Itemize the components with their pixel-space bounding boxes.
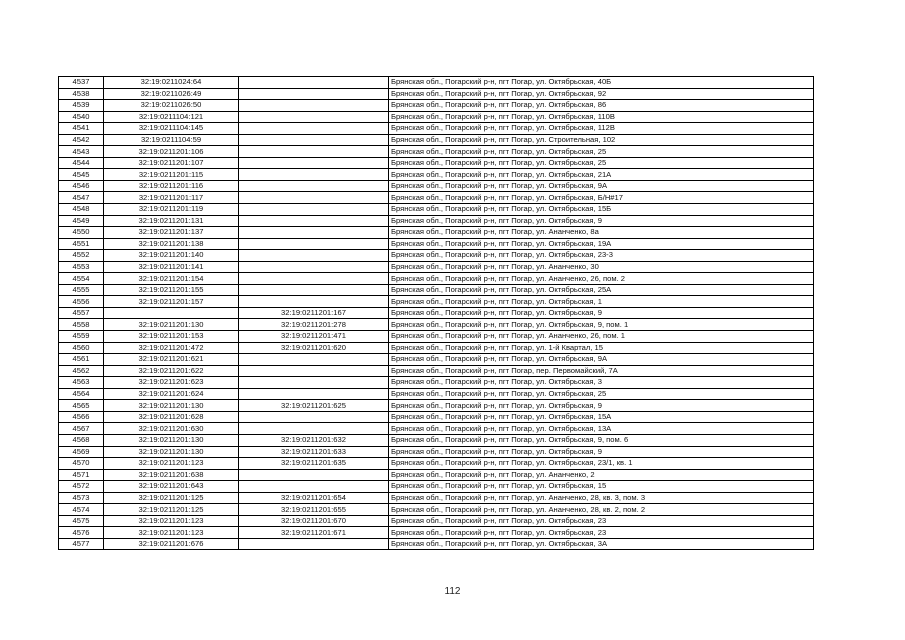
cadastral-number-cell: 32:19:0211201:106 <box>104 146 239 158</box>
address-cell: Брянская обл., Погарский р-н, пгт Погар, ул. Октябрьская, 15 <box>389 481 814 493</box>
cadastral-number-cell: 32:19:0211201:630 <box>104 423 239 435</box>
parent-cadastral-number-cell <box>239 423 389 435</box>
address-cell: Брянская обл., Погарский р-н, пгт Погар, ул. Октябрьская, 25 <box>389 388 814 400</box>
cadastral-number-cell: 32:19:0211104:121 <box>104 111 239 123</box>
cadastral-number-cell: 32:19:0211201:137 <box>104 227 239 239</box>
address-cell: Брянская обл., Погарский р-н, пгт Погар, ул. Октябрьская, 9А <box>389 354 814 366</box>
address-cell: Брянская обл., Погарский р-н, пгт Погар, ул. Октябрьская, 23 <box>389 527 814 539</box>
parent-cadastral-number-cell <box>239 296 389 308</box>
cadastral-number-cell: 32:19:0211201:130 <box>104 434 239 446</box>
row-number-cell: 4573 <box>59 492 104 504</box>
cadastral-number-cell: 32:19:0211201:117 <box>104 192 239 204</box>
table-row <box>59 434 814 446</box>
page-number: 112 <box>444 586 461 597</box>
parent-cadastral-number-cell <box>239 134 389 146</box>
cadastral-number-cell: 32:19:0211201:621 <box>104 354 239 366</box>
row-number-cell: 4542 <box>59 134 104 146</box>
table-row <box>59 169 814 181</box>
cadastral-number-cell: 32:19:0211201:155 <box>104 284 239 296</box>
address-cell: Брянская обл., Погарский р-н, пгт Погар, ул. Октябрьская, 25 <box>389 157 814 169</box>
table-row <box>59 88 814 100</box>
address-cell: Брянская обл., Погарский р-н, пгт Погар, ул. Октябрьская, 9А <box>389 180 814 192</box>
row-number-cell: 4563 <box>59 377 104 389</box>
cadastral-number-cell: 32:19:0211201:153 <box>104 331 239 343</box>
parent-cadastral-number-cell: 32:19:0211201:278 <box>239 319 389 331</box>
cadastral-number-cell: 32:19:0211201:115 <box>104 169 239 181</box>
parent-cadastral-number-cell <box>239 77 389 89</box>
row-number-cell: 4552 <box>59 250 104 262</box>
row-number-cell: 4548 <box>59 204 104 216</box>
address-cell: Брянская обл., Погарский р-н, пгт Погар, ул. Октябрьская, 15А <box>389 411 814 423</box>
address-cell: Брянская обл., Погарский р-н, пгт Погар, ул. Октябрьская, 3А <box>389 538 814 550</box>
row-number-cell: 4556 <box>59 296 104 308</box>
cadastral-number-cell: 32:19:0211201:157 <box>104 296 239 308</box>
table-row <box>59 411 814 423</box>
row-number-cell: 4555 <box>59 284 104 296</box>
parent-cadastral-number-cell <box>239 273 389 285</box>
address-cell: Брянская обл., Погарский р-н, пгт Погар, ул. Октябрьская, 25А <box>389 284 814 296</box>
cadastral-number-cell: 32:19:0211201:125 <box>104 492 239 504</box>
register-table-body <box>59 77 814 550</box>
address-cell: Брянская обл., Погарский р-н, пгт Погар, ул. Октябрьская, 9 <box>389 215 814 227</box>
parent-cadastral-number-cell: 32:19:0211201:167 <box>239 307 389 319</box>
parent-cadastral-number-cell <box>239 284 389 296</box>
cadastral-number-cell: 32:19:0211201:676 <box>104 538 239 550</box>
table-row <box>59 238 814 250</box>
address-cell: Брянская обл., Погарский р-н, пгт Погар, ул. Ананченко, 28, кв. 3, пом. 3 <box>389 492 814 504</box>
property-register-table <box>58 76 814 550</box>
cadastral-number-cell: 32:19:0211026:50 <box>104 100 239 112</box>
cadastral-number-cell <box>104 307 239 319</box>
parent-cadastral-number-cell: 32:19:0211201:671 <box>239 527 389 539</box>
row-number-cell: 4559 <box>59 331 104 343</box>
row-number-cell: 4561 <box>59 354 104 366</box>
parent-cadastral-number-cell: 32:19:0211201:633 <box>239 446 389 458</box>
row-number-cell: 4554 <box>59 273 104 285</box>
address-cell: Брянская обл., Погарский р-н, пгт Погар, ул. Ананченко, 28, кв. 2, пом. 2 <box>389 504 814 516</box>
cadastral-number-cell: 32:19:0211201:119 <box>104 204 239 216</box>
table-row <box>59 458 814 470</box>
table-row <box>59 446 814 458</box>
address-cell: Брянская обл., Погарский р-н, пгт Погар, пер. Первомайский, 7А <box>389 365 814 377</box>
cadastral-number-cell: 32:19:0211201:130 <box>104 400 239 412</box>
parent-cadastral-number-cell: 32:19:0211201:625 <box>239 400 389 412</box>
address-cell: Брянская обл., Погарский р-н, пгт Погар, ул. Октябрьская, Б/Н#17 <box>389 192 814 204</box>
address-cell: Брянская обл., Погарский р-н, пгт Погар, ул. Октябрьская, 92 <box>389 88 814 100</box>
row-number-cell: 4564 <box>59 388 104 400</box>
parent-cadastral-number-cell <box>239 88 389 100</box>
row-number-cell: 4560 <box>59 342 104 354</box>
table-row <box>59 307 814 319</box>
table-row <box>59 77 814 89</box>
row-number-cell: 4558 <box>59 319 104 331</box>
address-cell: Брянская обл., Погарский р-н, пгт Погар, ул. Октябрьская, 23/1, кв. 1 <box>389 458 814 470</box>
address-cell: Брянская обл., Погарский р-н, пгт Погар, ул. Ананченко, 30 <box>389 261 814 273</box>
table-row <box>59 227 814 239</box>
cadastral-number-cell: 32:19:0211201:154 <box>104 273 239 285</box>
parent-cadastral-number-cell: 32:19:0211201:471 <box>239 331 389 343</box>
table-row <box>59 492 814 504</box>
parent-cadastral-number-cell: 32:19:0211201:654 <box>239 492 389 504</box>
table-row <box>59 354 814 366</box>
cadastral-number-cell: 32:19:0211201:116 <box>104 180 239 192</box>
cadastral-number-cell: 32:19:0211201:130 <box>104 446 239 458</box>
address-cell: Брянская обл., Погарский р-н, пгт Погар, ул. Ананченко, 2 <box>389 469 814 481</box>
table-row <box>59 261 814 273</box>
row-number-cell: 4543 <box>59 146 104 158</box>
parent-cadastral-number-cell <box>239 411 389 423</box>
row-number-cell: 4541 <box>59 123 104 135</box>
table-row <box>59 469 814 481</box>
parent-cadastral-number-cell <box>239 111 389 123</box>
parent-cadastral-number-cell <box>239 388 389 400</box>
cadastral-number-cell: 32:19:0211201:130 <box>104 319 239 331</box>
parent-cadastral-number-cell <box>239 180 389 192</box>
row-number-cell: 4565 <box>59 400 104 412</box>
row-number-cell: 4566 <box>59 411 104 423</box>
cadastral-number-cell: 32:19:0211201:140 <box>104 250 239 262</box>
table-row <box>59 215 814 227</box>
table-row <box>59 331 814 343</box>
cadastral-number-cell: 32:19:0211201:643 <box>104 481 239 493</box>
address-cell: Брянская обл., Погарский р-н, пгт Погар, ул. Ананченко, 26, пом. 2 <box>389 273 814 285</box>
address-cell: Брянская обл., Погарский р-н, пгт Погар, ул. Октябрьская, 15Б <box>389 204 814 216</box>
parent-cadastral-number-cell <box>239 227 389 239</box>
cadastral-number-cell: 32:19:0211201:623 <box>104 377 239 389</box>
address-cell: Брянская обл., Погарский р-н, пгт Погар, ул. Ананченко, 26, пом. 1 <box>389 331 814 343</box>
address-cell: Брянская обл., Погарский р-н, пгт Погар, ул. Октябрьская, 3 <box>389 377 814 389</box>
row-number-cell: 4537 <box>59 77 104 89</box>
row-number-cell: 4544 <box>59 157 104 169</box>
table-row <box>59 192 814 204</box>
address-cell: Брянская обл., Погарский р-н, пгт Погар, ул. Ананченко, 8а <box>389 227 814 239</box>
row-number-cell: 4547 <box>59 192 104 204</box>
table-row <box>59 284 814 296</box>
row-number-cell: 4575 <box>59 515 104 527</box>
parent-cadastral-number-cell <box>239 469 389 481</box>
address-cell: Брянская обл., Погарский р-н, пгт Погар, ул. Октябрьская, 110В <box>389 111 814 123</box>
parent-cadastral-number-cell <box>239 100 389 112</box>
cadastral-number-cell: 32:19:0211201:638 <box>104 469 239 481</box>
row-number-cell: 4572 <box>59 481 104 493</box>
row-number-cell: 4567 <box>59 423 104 435</box>
parent-cadastral-number-cell <box>239 215 389 227</box>
address-cell: Брянская обл., Погарский р-н, пгт Погар, ул. Октябрьская, 40Б <box>389 77 814 89</box>
parent-cadastral-number-cell <box>239 123 389 135</box>
row-number-cell: 4545 <box>59 169 104 181</box>
cadastral-number-cell: 32:19:0211201:141 <box>104 261 239 273</box>
table-row <box>59 123 814 135</box>
table-row <box>59 111 814 123</box>
parent-cadastral-number-cell <box>239 354 389 366</box>
row-number-cell: 4570 <box>59 458 104 470</box>
address-cell: Брянская обл., Погарский р-н, пгт Погар, ул. Октябрьская, 25 <box>389 146 814 158</box>
parent-cadastral-number-cell <box>239 192 389 204</box>
address-cell: Брянская обл., Погарский р-н, пгт Погар, ул. Октябрьская, 1 <box>389 296 814 308</box>
parent-cadastral-number-cell <box>239 169 389 181</box>
row-number-cell: 4540 <box>59 111 104 123</box>
parent-cadastral-number-cell: 32:19:0211201:670 <box>239 515 389 527</box>
address-cell: Брянская обл., Погарский р-н, пгт Погар, ул. Октябрьская, 23-3 <box>389 250 814 262</box>
table-row <box>59 388 814 400</box>
cadastral-number-cell: 32:19:0211201:123 <box>104 458 239 470</box>
address-cell: Брянская обл., Погарский р-н, пгт Погар, ул. Октябрьская, 9 <box>389 446 814 458</box>
row-number-cell: 4546 <box>59 180 104 192</box>
table-row <box>59 157 814 169</box>
address-cell: Брянская обл., Погарский р-н, пгт Погар, ул. Октябрьская, 112В <box>389 123 814 135</box>
parent-cadastral-number-cell: 32:19:0211201:620 <box>239 342 389 354</box>
table-row <box>59 319 814 331</box>
cadastral-number-cell: 32:19:0211201:131 <box>104 215 239 227</box>
address-cell: Брянская обл., Погарский р-н, пгт Погар, ул. Октябрьская, 9 <box>389 307 814 319</box>
cadastral-number-cell: 32:19:0211201:125 <box>104 504 239 516</box>
address-cell: Брянская обл., Погарский р-н, пгт Погар, ул. Октябрьская, 19А <box>389 238 814 250</box>
row-number-cell: 4568 <box>59 434 104 446</box>
table-row <box>59 400 814 412</box>
parent-cadastral-number-cell <box>239 146 389 158</box>
row-number-cell: 4551 <box>59 238 104 250</box>
cadastral-number-cell: 32:19:0211201:624 <box>104 388 239 400</box>
table-row <box>59 273 814 285</box>
table-row <box>59 250 814 262</box>
cadastral-number-cell: 32:19:0211201:107 <box>104 157 239 169</box>
table-row <box>59 515 814 527</box>
table-row <box>59 204 814 216</box>
parent-cadastral-number-cell <box>239 377 389 389</box>
cadastral-number-cell: 32:19:0211201:472 <box>104 342 239 354</box>
row-number-cell: 4576 <box>59 527 104 539</box>
parent-cadastral-number-cell <box>239 538 389 550</box>
table-row <box>59 180 814 192</box>
cadastral-number-cell: 32:19:0211104:145 <box>104 123 239 135</box>
table-row <box>59 527 814 539</box>
table-row <box>59 342 814 354</box>
address-cell: Брянская обл., Погарский р-н, пгт Погар, ул. Октябрьская, 9, пом. 6 <box>389 434 814 446</box>
parent-cadastral-number-cell <box>239 481 389 493</box>
parent-cadastral-number-cell <box>239 261 389 273</box>
table-row <box>59 296 814 308</box>
cadastral-number-cell: 32:19:0211201:622 <box>104 365 239 377</box>
row-number-cell: 4577 <box>59 538 104 550</box>
row-number-cell: 4538 <box>59 88 104 100</box>
parent-cadastral-number-cell <box>239 365 389 377</box>
table-row <box>59 365 814 377</box>
address-cell: Брянская обл., Погарский р-н, пгт Погар, ул. 1-й Квартал, 15 <box>389 342 814 354</box>
table-row <box>59 377 814 389</box>
table-row <box>59 100 814 112</box>
parent-cadastral-number-cell: 32:19:0211201:635 <box>239 458 389 470</box>
row-number-cell: 4549 <box>59 215 104 227</box>
cadastral-number-cell: 32:19:0211026:49 <box>104 88 239 100</box>
address-cell: Брянская обл., Погарский р-н, пгт Погар, ул. Октябрьская, 21А <box>389 169 814 181</box>
row-number-cell: 4557 <box>59 307 104 319</box>
table-row <box>59 134 814 146</box>
address-cell: Брянская обл., Погарский р-н, пгт Погар, ул. Октябрьская, 86 <box>389 100 814 112</box>
parent-cadastral-number-cell <box>239 204 389 216</box>
row-number-cell: 4571 <box>59 469 104 481</box>
table-row <box>59 146 814 158</box>
cadastral-number-cell: 32:19:0211201:138 <box>104 238 239 250</box>
row-number-cell: 4562 <box>59 365 104 377</box>
cadastral-number-cell: 32:19:0211104:59 <box>104 134 239 146</box>
parent-cadastral-number-cell <box>239 238 389 250</box>
table-row <box>59 423 814 435</box>
address-cell: Брянская обл., Погарский р-н, пгт Погар, ул. Октябрьская, 13А <box>389 423 814 435</box>
row-number-cell: 4539 <box>59 100 104 112</box>
address-cell: Брянская обл., Погарский р-н, пгт Погар, ул. Октябрьская, 23 <box>389 515 814 527</box>
cadastral-number-cell: 32:19:0211201:123 <box>104 515 239 527</box>
address-cell: Брянская обл., Погарский р-н, пгт Погар, ул. Строительная, 102 <box>389 134 814 146</box>
row-number-cell: 4574 <box>59 504 104 516</box>
parent-cadastral-number-cell: 32:19:0211201:632 <box>239 434 389 446</box>
row-number-cell: 4569 <box>59 446 104 458</box>
table-row <box>59 504 814 516</box>
row-number-cell: 4550 <box>59 227 104 239</box>
cadastral-number-cell: 32:19:0211201:628 <box>104 411 239 423</box>
parent-cadastral-number-cell <box>239 250 389 262</box>
cadastral-number-cell: 32:19:0211201:123 <box>104 527 239 539</box>
cadastral-number-cell: 32:19:0211024:64 <box>104 77 239 89</box>
address-cell: Брянская обл., Погарский р-н, пгт Погар, ул. Октябрьская, 9 <box>389 400 814 412</box>
row-number-cell: 4553 <box>59 261 104 273</box>
parent-cadastral-number-cell: 32:19:0211201:655 <box>239 504 389 516</box>
parent-cadastral-number-cell <box>239 157 389 169</box>
address-cell: Брянская обл., Погарский р-н, пгт Погар, ул. Октябрьская, 9, пом. 1 <box>389 319 814 331</box>
table-row <box>59 481 814 493</box>
table-row <box>59 538 814 550</box>
